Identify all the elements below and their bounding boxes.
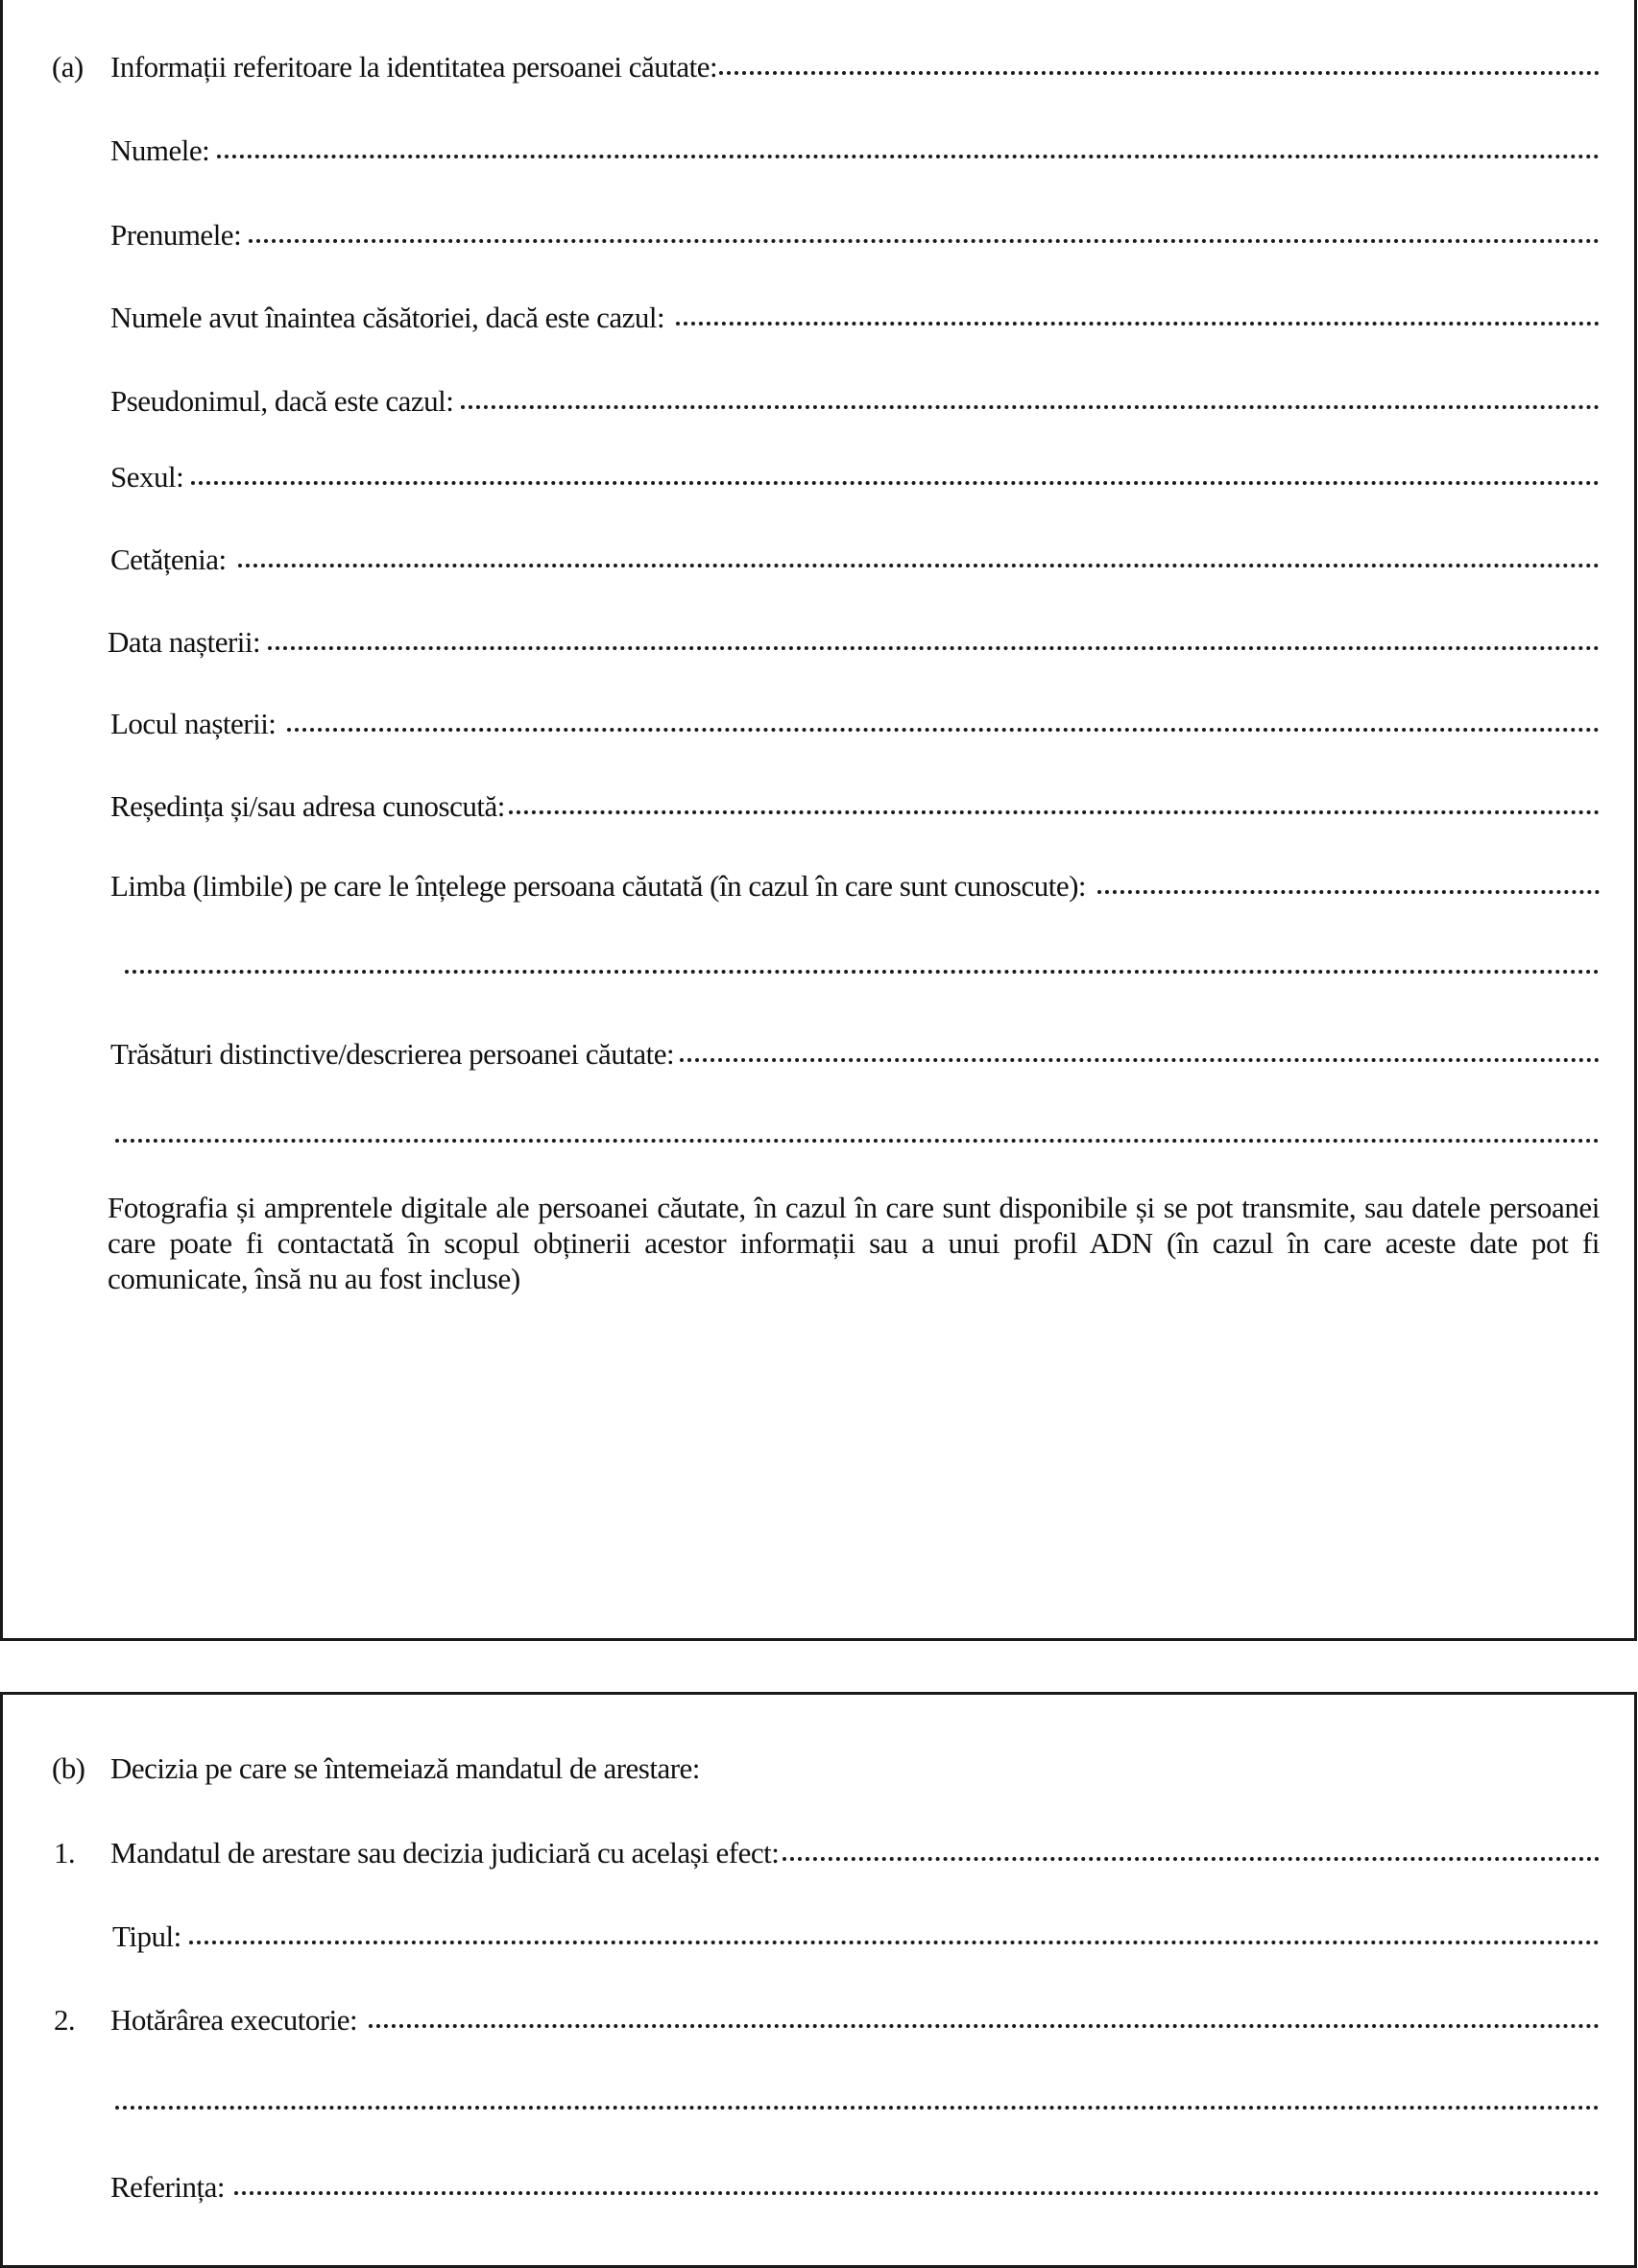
field-row-locul-nasterii — [0, 705, 1638, 743]
field-limba[interactable] — [1097, 890, 1600, 894]
field-resedinta[interactable] — [509, 810, 1600, 814]
field-data-nasterii[interactable] — [268, 646, 1600, 650]
field-row-hotararea — [0, 2001, 1638, 2039]
field-sexul[interactable] — [191, 481, 1600, 485]
field-row-tipul — [0, 1918, 1638, 1956]
section-a-marker: (a) — [52, 50, 84, 84]
section-b-heading-row — [0, 1749, 1638, 1788]
field-row-limba — [0, 867, 1638, 905]
photo-fingerprint-paragraph: Fotografia și amprentele digitale ale persoanei căutate, în cazul în care sunt disponibile și se pot transmite, sau datele persoanei care poate fi contactată în scopul obținerii acestor informații sau a unui profil ADN (în cazul în care aceste date pot fi comunicate, însă nu au fost incluse) — [108, 1191, 1600, 1295]
field-referinta[interactable] — [234, 2191, 1600, 2195]
field-row-prenumele — [0, 216, 1638, 254]
field-row-nume-casatorie — [0, 299, 1638, 337]
field-row-sexul — [0, 458, 1638, 496]
field-cetatenia[interactable] — [238, 564, 1600, 567]
field-trasaturi[interactable] — [680, 1058, 1600, 1062]
field-row-pseudonim — [0, 382, 1638, 421]
field-label-referinta: Referința: — [110, 2170, 225, 2204]
field-row-mandat — [0, 1834, 1638, 1872]
item-number-1: 1. — [54, 1836, 76, 1870]
field-label-pseudonim: Pseudonimul, dacă este cazul: — [110, 384, 454, 418]
field-limba-continuation[interactable] — [125, 970, 1600, 974]
field-label-locul-nasterii: Locul nașterii: — [110, 707, 277, 740]
field-label-hotararea: Hotărârea executorie: — [110, 2003, 358, 2037]
field-label-nume-casatorie: Numele avut înaintea căsătoriei, dacă este cazul: — [110, 301, 665, 334]
field-row-numele — [0, 132, 1638, 170]
field-pseudonim[interactable] — [461, 405, 1600, 409]
section-a-heading-row — [0, 48, 1638, 86]
field-row-data-nasterii — [0, 623, 1638, 662]
field-prenumele[interactable] — [249, 239, 1600, 243]
field-tipul[interactable] — [189, 1941, 1600, 1944]
field-hotararea-continuation[interactable] — [115, 2106, 1600, 2110]
field-row-resedinta — [0, 787, 1638, 826]
field-label-limba: Limba (limbile) pe care le înțelege persoana căutată (în cazul în care sunt cunoscute): — [110, 869, 1087, 903]
field-label-tipul: Tipul: — [112, 1919, 181, 1953]
field-row-referinta — [0, 2168, 1638, 2207]
section-b-marker: (b) — [52, 1751, 85, 1785]
section-b-heading: Decizia pe care se întemeiază mandatul de arestare: — [110, 1751, 700, 1785]
field-row-cetatenia — [0, 541, 1638, 579]
item-number-2: 2. — [54, 2003, 76, 2037]
field-label-numele: Numele: — [110, 133, 210, 167]
field-nume-casatorie[interactable] — [676, 322, 1600, 326]
field-hotararea[interactable] — [369, 2024, 1600, 2028]
field-row-trasaturi — [0, 1035, 1638, 1074]
field-label-cetatenia: Cetățenia: — [110, 543, 227, 576]
field-label-mandat: Mandatul de arestare sau decizia judiciară cu același efect: — [110, 1836, 780, 1870]
field-label-sexul: Sexul: — [110, 460, 184, 494]
field-numele[interactable] — [217, 155, 1600, 158]
section-a-heading: Informații referitoare la identitatea persoanei căutate: — [110, 50, 718, 84]
field-trasaturi-continuation[interactable] — [115, 1139, 1600, 1143]
field-locul-nasterii[interactable] — [287, 728, 1600, 732]
section-a-heading-field[interactable] — [719, 71, 1600, 75]
field-label-data-nasterii: Data nașterii: — [108, 625, 261, 659]
field-mandat[interactable] — [783, 1857, 1600, 1861]
field-label-resedinta: Reședința și/sau adresa cunoscută: — [110, 789, 505, 823]
field-label-prenumele: Prenumele: — [110, 218, 242, 252]
field-label-trasaturi: Trăsături distinctive/descrierea persoanei căutate: — [110, 1037, 675, 1071]
